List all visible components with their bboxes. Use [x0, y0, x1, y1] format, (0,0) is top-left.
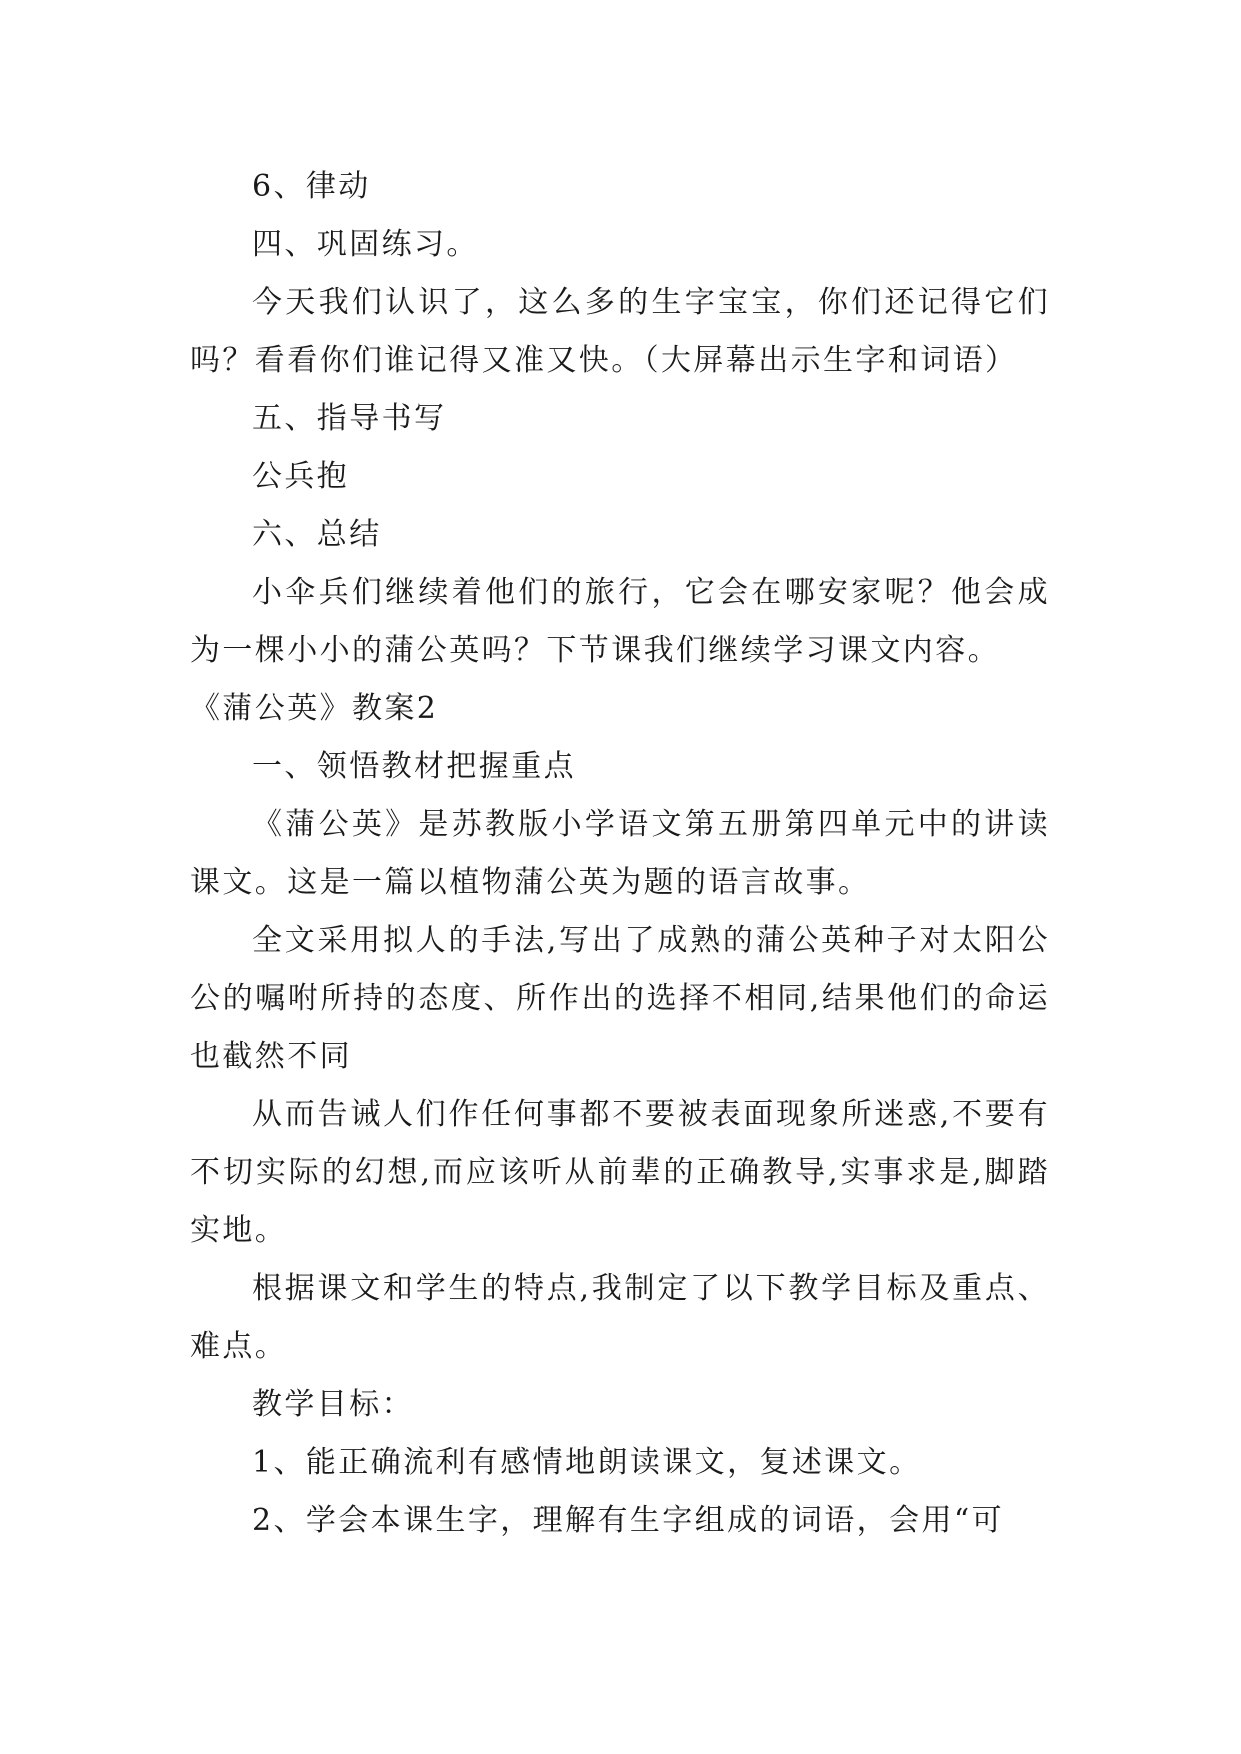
section-heading: 一、领悟教材把握重点: [252, 749, 576, 784]
section-heading: 五、指导书写: [252, 401, 447, 436]
section-heading: 四、巩固练习。: [252, 227, 479, 262]
document-body: [190, 158, 1050, 1550]
section-heading: 教学目标：: [252, 1387, 414, 1422]
paragraph: 公兵抱: [252, 459, 350, 494]
paragraph: 从而告诫人们作任何事都不要被表面现象所迷惑,不要有不切实际的幻想,而应该听从前辈的正确教导,实事求是,脚踏实地。: [190, 1097, 1050, 1248]
paragraph: 全文采用拟人的手法,写出了成熟的蒲公英种子对太阳公公的嘱咐所持的态度、所作出的选择不相同,结果他们的命运也截然不同: [190, 923, 1050, 1074]
section-heading: 六、总结: [252, 517, 382, 552]
list-item: 2、学会本课生字，理解有生字组成的词语，会用“可: [252, 1503, 1005, 1538]
paragraph: 小伞兵们继续着他们的旅行，它会在哪安家呢？他会成为一棵小小的蒲公英吗？下节课我们继续学习课文内容。: [190, 575, 1050, 668]
paragraph: 今天我们认识了，这么多的生字宝宝，你们还记得它们吗？看看你们谁记得又准又快。（大屏幕出示生字和词语）: [190, 285, 1050, 378]
list-item: 1、能正确流利有感情地朗读课文，复述课文。: [252, 1445, 922, 1480]
paragraph: 《蒲公英》是苏教版小学语文第五册第四单元中的讲读课文。这是一篇以植物蒲公英为题的语言故事。: [190, 807, 1050, 900]
paragraph: 6、律动: [252, 169, 371, 204]
document-title: 《蒲公英》教案2: [190, 691, 439, 726]
paragraph: 根据课文和学生的特点,我制定了以下教学目标及重点、难点。: [190, 1271, 1050, 1364]
